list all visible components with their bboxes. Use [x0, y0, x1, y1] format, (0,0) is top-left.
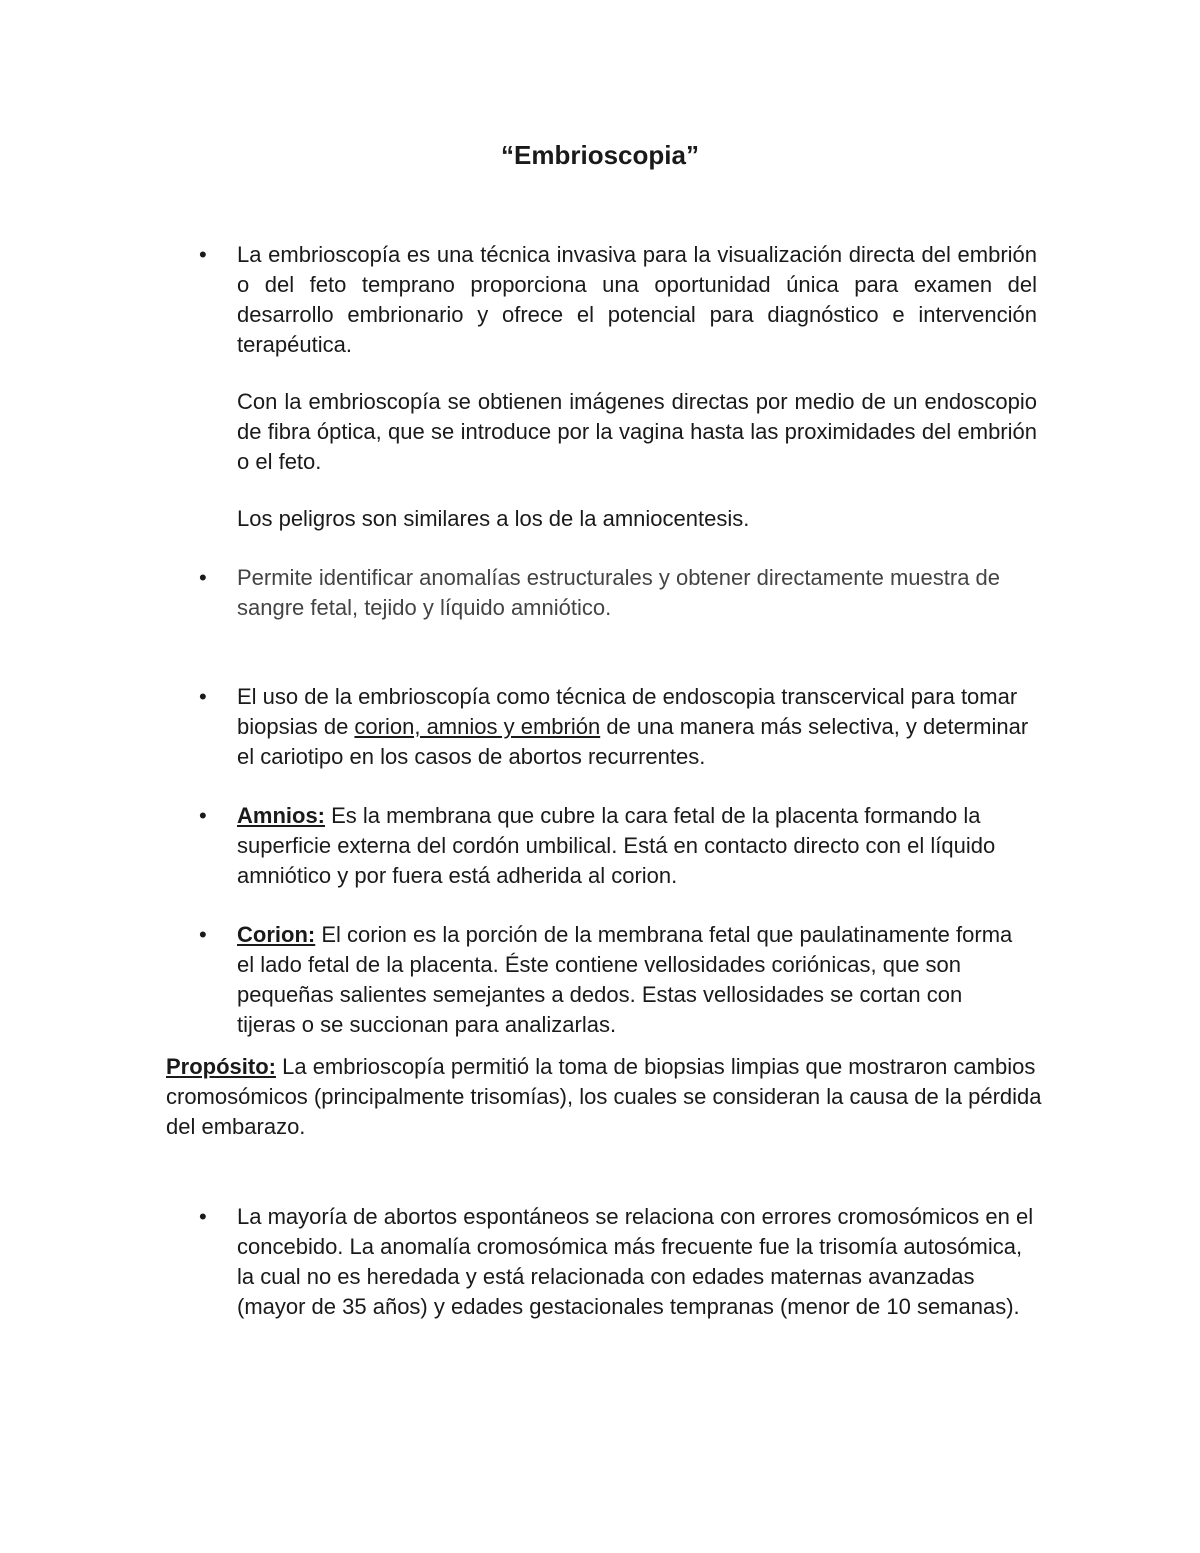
bullet-icon: • [199, 803, 207, 828]
list-item-permite [199, 563, 1027, 623]
list-item-mayoria [199, 1202, 1037, 1322]
paragraph-uso [237, 682, 1037, 772]
corion-term: Corion: [237, 922, 316, 947]
document-title: “Embrioscopia” [501, 140, 699, 170]
proposito-text: La embrioscopía permitió la toma de biopsias limpias que mostraron cambios cromosómicos (principalmente trisomías), los cuales se consideran la causa de la pérdida del embarazo. [166, 1054, 1042, 1139]
paragraph-proposito [166, 1052, 1046, 1142]
bullet-icon: • [199, 684, 207, 709]
uso-text-before: El uso de la embrioscopía como técnica de endoscopia transcervical para tomar biopsias de [237, 684, 1018, 739]
list-item-intro [199, 240, 1037, 360]
paragraph-intro-3: Los peligros son similares a los de la amniocentesis. [237, 506, 750, 531]
proposito-term: Propósito: [166, 1054, 276, 1079]
paragraph-amnios [237, 801, 1037, 891]
bullet-icon: • [199, 242, 207, 267]
paragraph-intro-1: La embrioscopía es una técnica invasiva para la visualización directa del embrión o del feto temprano proporciona una oportunidad única para examen del desarrollo embrionario y ofrece el potencial para diagnóstico e intervención terapéutica. [237, 242, 1037, 357]
amnios-term: Amnios: [237, 803, 325, 828]
paragraph-permite: Permite identificar anomalías estructurales y obtener directamente muestra de sangre fetal, tejido y líquido amniótico. [237, 565, 1001, 620]
uso-text-after: de una manera más selectiva, y determinar el cariotipo en los casos de abortos recurrentes. [237, 714, 1029, 769]
amnios-definition: Es la membrana que cubre la cara fetal de la placenta formando la superficie externa del cordón umbilical. Está en contacto directo con el líquido amniótico y por fuera está adherida al corion. [237, 803, 996, 888]
bullet-icon: • [199, 1204, 207, 1229]
paragraph-intro-2: Con la embrioscopía se obtienen imágenes directas por medio de un endoscopio de fibra óptica, que se introduce por la vagina hasta las proximidades del embrión o el feto. [237, 389, 1037, 474]
corion-definition: El corion es la porción de la membrana fetal que paulatinamente forma el lado fetal de la placenta. Éste contiene vellosidades coriónicas, que son pequeñas salientes semejantes a dedos. Estas vellosidades se cortan con tijeras o se succionan para analizarlas. [237, 922, 1013, 1037]
bullet-icon: • [199, 922, 207, 947]
bullet-icon: • [199, 565, 207, 590]
paragraph-mayoria: La mayoría de abortos espontáneos se relaciona con errores cromosómicos en el concebido. La anomalía cromosómica más frecuente fue la trisomía autosómica, la cual no es heredada y está relacionada con edades maternas avanzadas (mayor de 35 años) y edades gestacionales tempranas (menor de 10 semanas). [237, 1204, 1034, 1319]
uso-underlined-text: corion, amnios y embrión [354, 714, 601, 739]
paragraph-corion [237, 920, 1017, 1040]
list-item-corion [199, 920, 1017, 1040]
list-item-amnios [199, 801, 1037, 891]
list-item-uso [199, 682, 1037, 772]
